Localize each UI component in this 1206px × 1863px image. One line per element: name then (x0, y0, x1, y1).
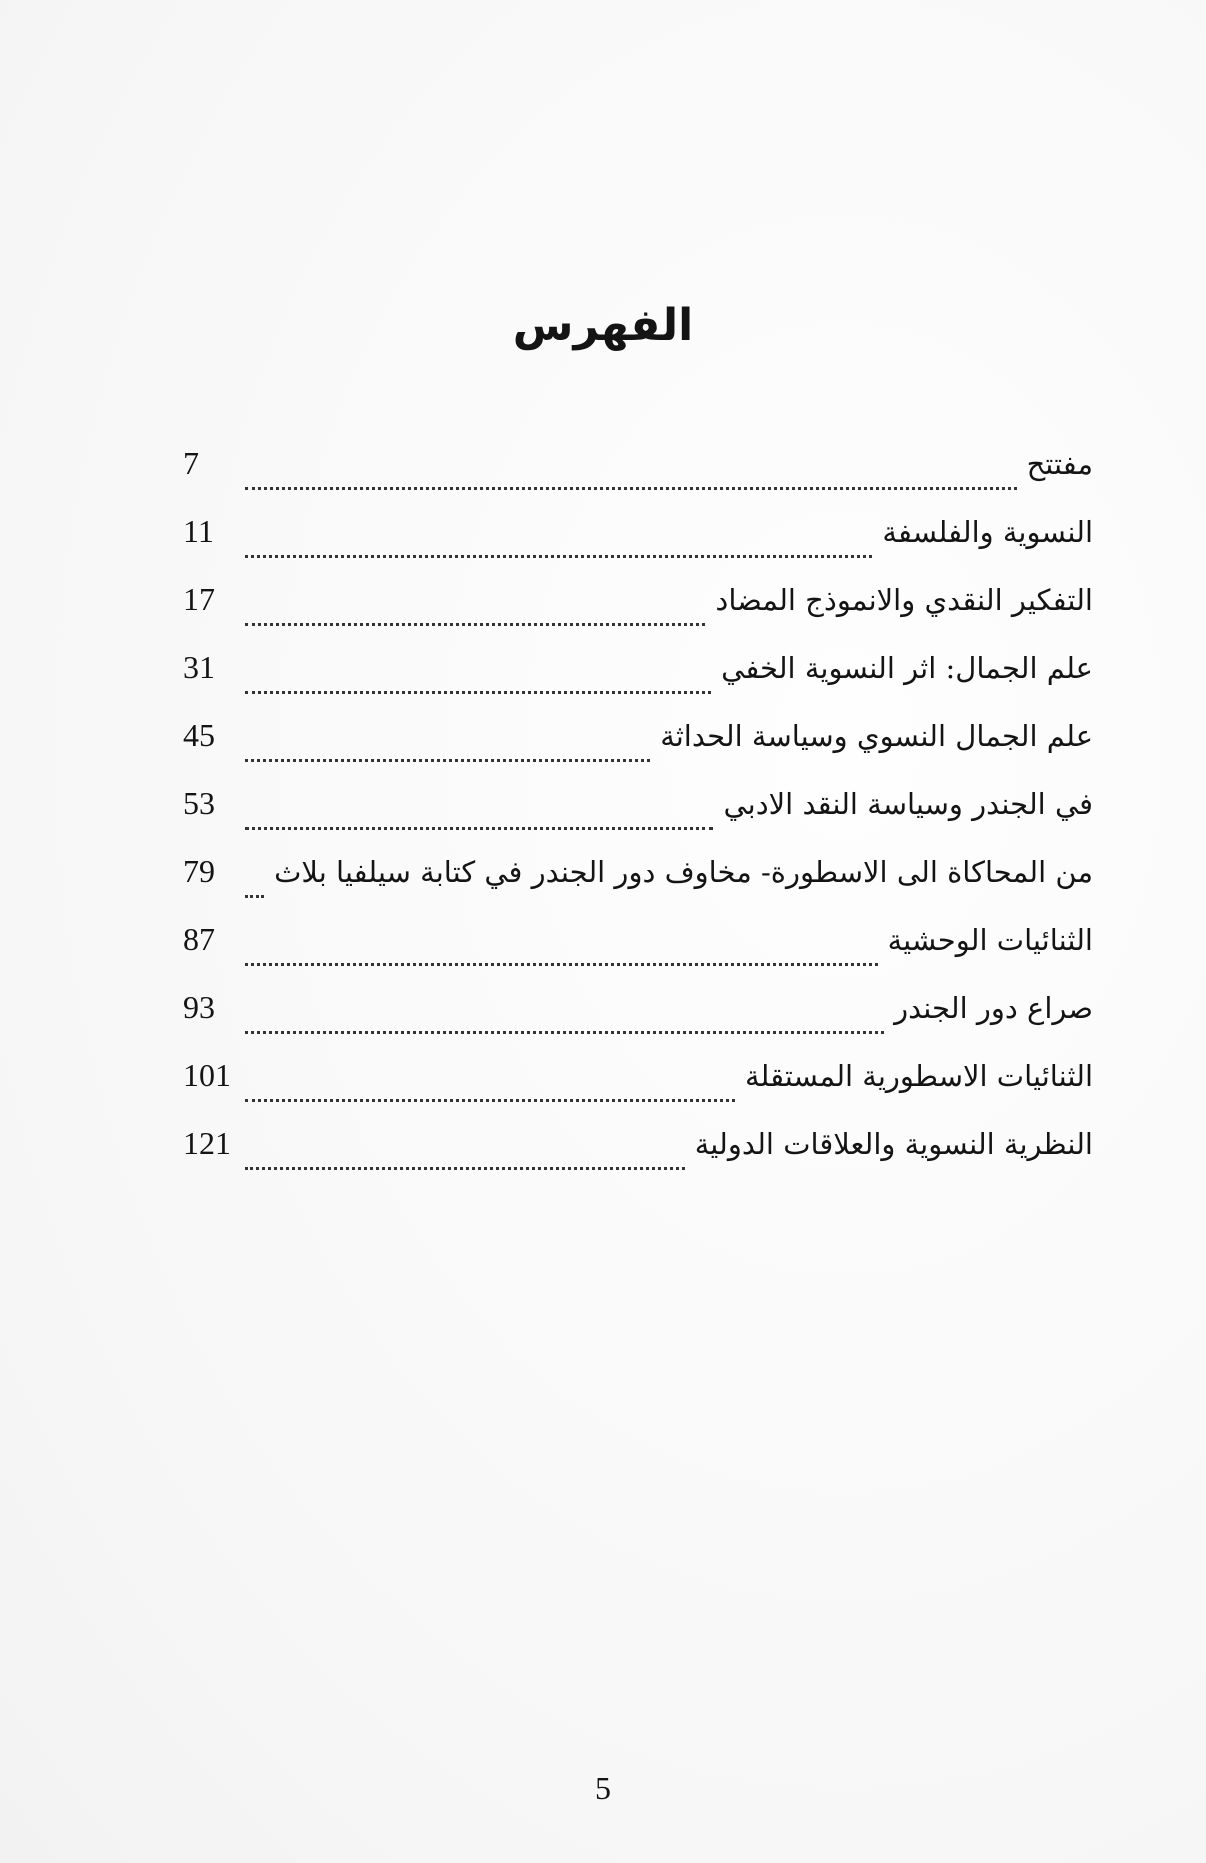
toc-entry-page: 101 (183, 1057, 231, 1093)
toc-entry-page: 87 (183, 921, 215, 957)
toc-leader-dots (245, 1097, 735, 1102)
toc-entry-page: 31 (183, 649, 215, 685)
toc-entry-label: التفكير النقدي والانموذج المضاد (715, 583, 1093, 617)
toc-entry-label: الثنائيات الوحشية (887, 923, 1093, 957)
toc-entry-label: من المحاكاة الى الاسطورة- مخاوف دور الجندر في كتابة سيلفيا بلاث (274, 855, 1093, 889)
toc-entry-label: مفتتح (1026, 447, 1093, 481)
toc-entry-label: صراع دور الجندر (894, 991, 1093, 1025)
toc-leader-dots (245, 485, 1017, 490)
page-number: 5 (595, 1770, 611, 1806)
toc-leader-dots (245, 1165, 685, 1170)
toc-entry (183, 717, 1093, 785)
toc-entry-label: الثنائيات الاسطورية المستقلة (744, 1059, 1093, 1093)
toc-entry (183, 785, 1093, 853)
toc-entry-page: 79 (183, 853, 215, 889)
toc-leader-dots (245, 893, 264, 898)
toc-leader-dots (245, 621, 705, 626)
toc-entry-page: 7 (183, 445, 199, 481)
toc-entry-label: النظرية النسوية والعلاقات الدولية (694, 1127, 1093, 1161)
toc-leader-dots (245, 689, 711, 694)
table-of-contents (183, 445, 1093, 1193)
page-title: الفهرس (512, 300, 694, 351)
toc-entry (183, 513, 1093, 581)
toc-entry (183, 921, 1093, 989)
toc-entry-page: 45 (183, 717, 215, 753)
toc-entry-label: النسوية والفلسفة (882, 515, 1093, 549)
toc-entry (183, 445, 1093, 513)
toc-leader-dots (245, 757, 650, 762)
toc-entry (183, 649, 1093, 717)
toc-entry-page: 53 (183, 785, 215, 821)
toc-entry-label: في الجندر وسياسة النقد الادبي (723, 787, 1093, 821)
toc-leader-dots (245, 553, 872, 558)
toc-leader-dots (245, 825, 713, 830)
toc-entry (183, 1125, 1093, 1193)
toc-entry-page: 121 (183, 1125, 231, 1161)
toc-entry (183, 581, 1093, 649)
toc-entry-label: علم الجمال النسوي وسياسة الحداثة (660, 719, 1093, 753)
toc-leader-dots (245, 961, 878, 966)
toc-entry-page: 93 (183, 989, 215, 1025)
toc-entry-label: علم الجمال: اثر النسوية الخفي (721, 651, 1093, 685)
toc-entry (183, 1057, 1093, 1125)
toc-entry-page: 11 (183, 513, 214, 549)
toc-entry-page: 17 (183, 581, 215, 617)
toc-entry (183, 853, 1093, 921)
toc-entry (183, 989, 1093, 1057)
toc-leader-dots (245, 1029, 884, 1034)
